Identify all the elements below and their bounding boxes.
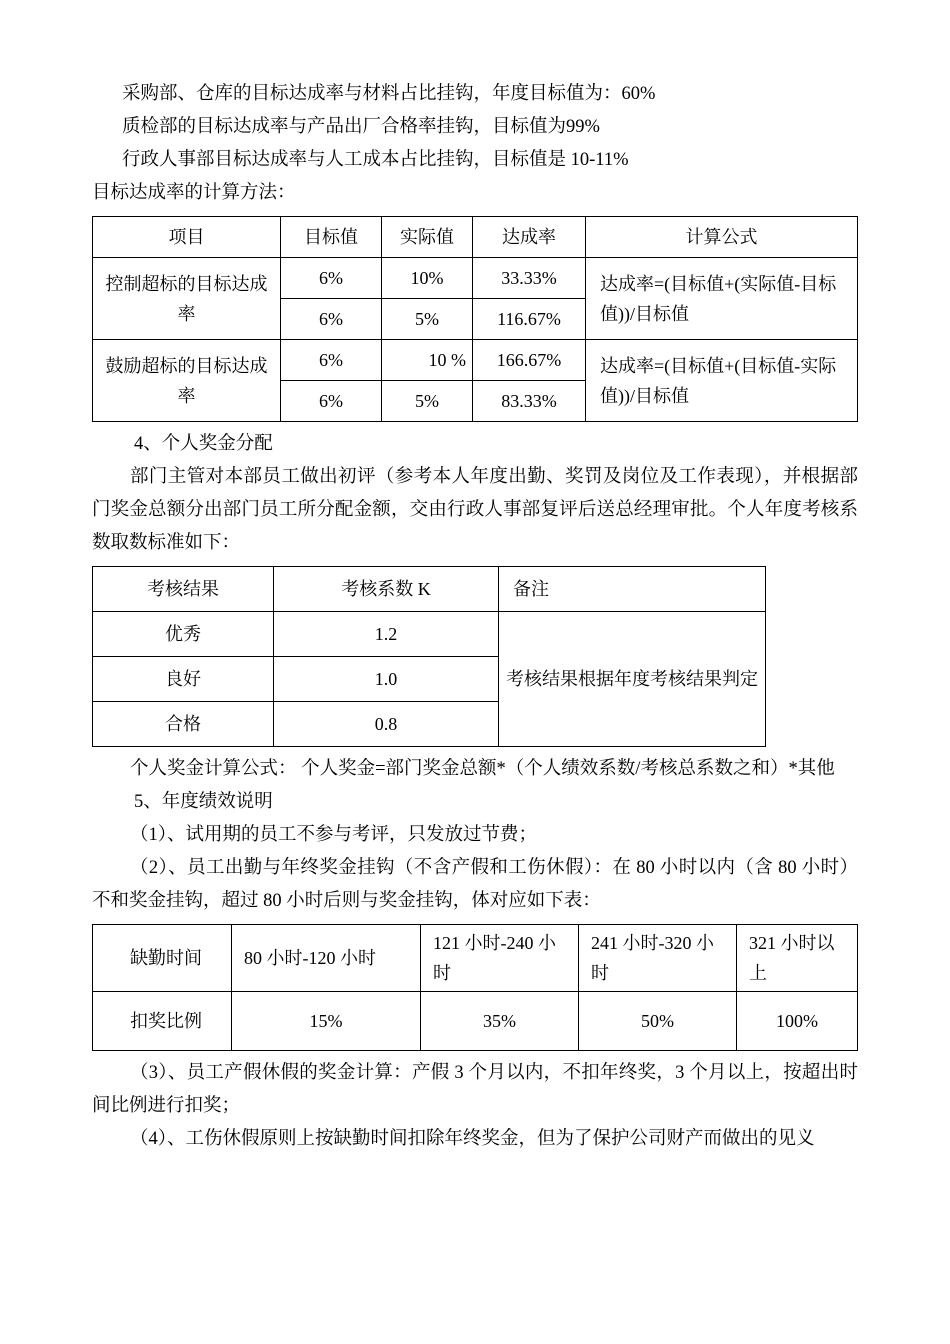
paragraph-bonus-formula: 个人奖金计算公式： 个人奖金=部门奖金总额*（个人绩效系数/考核总系数之和）*其他	[130, 759, 835, 779]
paragraph-purchasing-target: 采购部、仓库的目标达成率与材料占比挂钩，年度目标值为：60%	[122, 84, 656, 104]
cell-range-1: 80 小时-120 小时	[232, 925, 421, 992]
heading-section-5: 5、年度绩效说明	[134, 792, 273, 812]
paragraph-calc-method-title: 目标达成率的计算方法：	[92, 183, 296, 203]
cell-range-2: 121 小时-240 小时	[421, 925, 579, 992]
paragraph-section-4-body: 部门主管对本部员工做出初评（参考本人年度出勤、奖罚及岗位及工作表现），并根据部门奖金总额分出部门员工所分配金额，交由行政人事部复评后送总经理审批。个人年度考核系数取数标准如下：	[92, 467, 858, 553]
cell-deduction-3: 50%	[579, 992, 737, 1051]
cell-target: 6%	[281, 381, 382, 422]
header-result: 考核结果	[93, 567, 274, 612]
header-item: 项目	[93, 217, 281, 258]
cell-note: 考核结果根据年度考核结果判定	[499, 612, 766, 747]
cell-rate: 166.67%	[473, 340, 586, 381]
header-actual: 实际值	[382, 217, 473, 258]
cell-actual: 5%	[382, 381, 473, 422]
cell-k: 1.2	[274, 612, 499, 657]
cell-result: 合格	[93, 702, 274, 747]
cell-k: 0.8	[274, 702, 499, 747]
header-coefficient: 考核系数 K	[274, 567, 499, 612]
cell-deduction-2: 35%	[421, 992, 579, 1051]
cell-rate: 116.67%	[473, 299, 586, 340]
cell-actual: 10 %	[382, 340, 473, 381]
cell-deduction-4: 100%	[737, 992, 858, 1051]
group-label-control: 控制超标的目标达成率	[93, 258, 281, 340]
table-assessment-coefficient	[92, 566, 766, 747]
heading-section-4: 4、个人奖金分配	[134, 434, 273, 454]
cell-k: 1.0	[274, 657, 499, 702]
paragraph-section-5-item-1: （1）、试用期的员工不参与考评，只发放过节费；	[130, 825, 538, 845]
cell-target: 6%	[281, 258, 382, 299]
table-row	[93, 612, 766, 657]
cell-target: 6%	[281, 299, 382, 340]
header-note: 备注	[499, 567, 766, 612]
cell-target: 6%	[281, 340, 382, 381]
table-row	[93, 992, 858, 1051]
cell-rate: 33.33%	[473, 258, 586, 299]
table-row	[93, 258, 858, 299]
paragraph-section-5-item-2: （2）、员工出勤与年终奖金挂钩（不含产假和工伤休假）：在 80 小时以内（含 80 小时）不和奖金挂钩，超过 80 小时后则与奖金挂钩，体对应如下表：	[92, 858, 858, 911]
cell-result: 优秀	[93, 612, 274, 657]
paragraph-section-5-item-4: （4）、工伤休假原则上按缺勤时间扣除年终奖金，但为了保护公司财产而做出的见义	[130, 1129, 815, 1149]
cell-formula-control: 达成率=(目标值+(实际值-目标值))/目标值	[586, 258, 858, 340]
cell-absence-time-label: 缺勤时间	[93, 925, 232, 992]
group-label-encourage: 鼓励超标的目标达成率	[93, 340, 281, 422]
paragraph-section-5-item-3: （3）、员工产假休假的奖金计算：产假 3 个月以内，不扣年终奖，3 个月以上，按超出时间比例进行扣奖；	[92, 1063, 858, 1116]
table-row	[93, 925, 858, 992]
table-row	[93, 340, 858, 381]
cell-deduction-label: 扣奖比例	[93, 992, 232, 1051]
header-target: 目标值	[281, 217, 382, 258]
cell-formula-encourage: 达成率=(目标值+(目标值-实际值))/目标值	[586, 340, 858, 422]
cell-actual: 5%	[382, 299, 473, 340]
table-achievement-rate	[92, 216, 858, 422]
table-absence-deduction	[92, 924, 858, 1051]
table-row-header	[93, 567, 766, 612]
cell-range-3: 241 小时-320 小时	[579, 925, 737, 992]
paragraph-hr-target: 行政人事部目标达成率与人工成本占比挂钩，目标值是 10-11%	[122, 150, 629, 170]
cell-rate: 83.33%	[473, 381, 586, 422]
cell-result: 良好	[93, 657, 274, 702]
cell-range-4: 321 小时以上	[737, 925, 858, 992]
cell-deduction-1: 15%	[232, 992, 421, 1051]
header-rate: 达成率	[473, 217, 586, 258]
cell-actual: 10%	[382, 258, 473, 299]
header-formula: 计算公式	[586, 217, 858, 258]
paragraph-quality-target: 质检部的目标达成率与产品出厂合格率挂钩，目标值为99%	[122, 117, 600, 137]
table-row-header	[93, 217, 858, 258]
